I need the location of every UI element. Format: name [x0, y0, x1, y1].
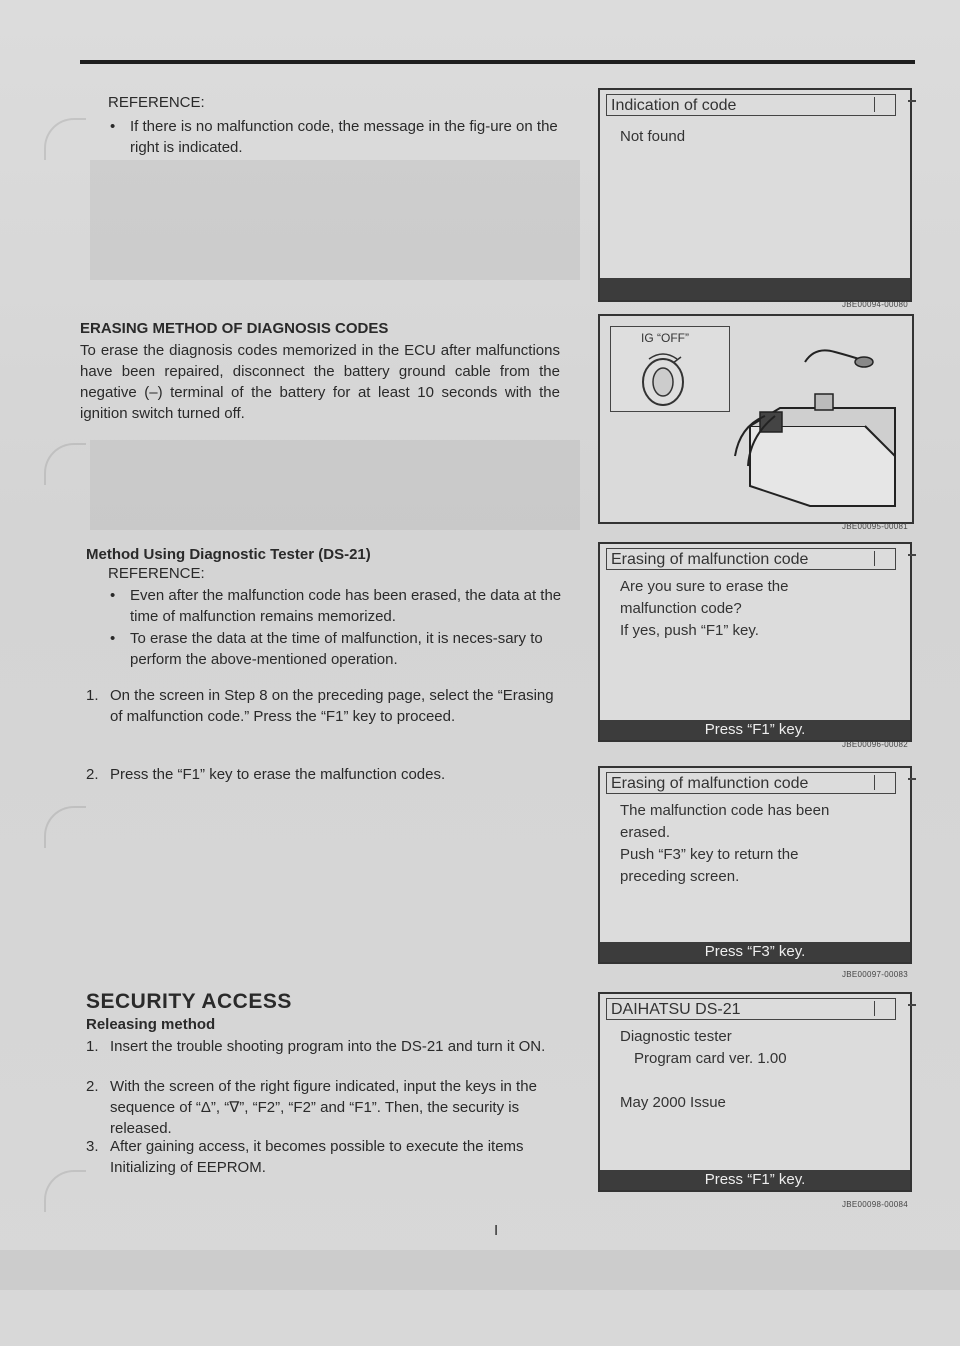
step-number: 1. [86, 687, 99, 704]
screen-title [606, 772, 896, 794]
step-number: 3. [86, 1138, 99, 1155]
screen-title-text: Erasing of malfunction code [611, 551, 809, 568]
screen-status-bar: Press “F3” key. [600, 942, 910, 962]
screen-line: If yes, push “F1” key. [620, 622, 759, 639]
step-text: Insert the trouble shooting program into the DS-21 and turn it ON. [110, 1038, 546, 1055]
screen-title-text: Indication of code [611, 97, 737, 114]
security-heading: SECURITY ACCESS [86, 990, 292, 1013]
screen-title [606, 94, 896, 116]
screen-title-text: DAIHATSU DS-21 [611, 1001, 741, 1018]
screen-title-text: Erasing of malfunction code [611, 775, 809, 792]
screen-status-bar: Press “F1” key. [600, 1170, 910, 1190]
title-box-icon [874, 1001, 887, 1016]
binder-hole-mark [44, 118, 86, 160]
screen-status-bar: Press “F1” key. [600, 720, 910, 740]
screen-body [620, 576, 788, 642]
ig-off-label: IG “OFF” [641, 331, 689, 345]
reference-bullet: • To erase the data at the time of malfunction, it is neces-sary to perform the above-mentioned operation. [108, 628, 588, 670]
figure-code: JBE00096-00082 [841, 740, 908, 749]
battery-illustration [598, 314, 914, 524]
screen-line: erased. [620, 824, 671, 841]
title-box-icon [874, 97, 887, 112]
security-step-2 [86, 1076, 572, 1140]
step-2 [86, 764, 566, 788]
reference-label: REFERENCE: [108, 565, 205, 582]
step-text: With the screen of the right figure indicated, input the keys in the sequence of “Δ”, “∇”, “F2”, “F2” and “F1”. Then, the security is released. [110, 1078, 537, 1137]
step-1 [86, 685, 566, 755]
screen-title [606, 998, 896, 1020]
step-number: 2. [86, 766, 99, 783]
releasing-heading: Releasing method [86, 1016, 216, 1033]
title-tick [908, 1004, 916, 1006]
binder-hole-mark [44, 806, 86, 848]
erasing-paragraph: To erase the diagnosis codes memorized in the ECU after malfunctions have been repaired, disconnect the battery ground cable from the negative (–) terminal of the battery for at least 10 seconds with the ignition switch turned off. [80, 342, 560, 422]
figure-code: JBE00095-00081 [841, 522, 908, 531]
show-through-shadow [90, 160, 580, 280]
binder-hole-mark [44, 443, 86, 485]
show-through-shadow [90, 440, 580, 530]
screen-spacer [620, 1070, 787, 1092]
security-step-1 [86, 1036, 572, 1078]
header-rule [80, 60, 915, 64]
screen-line: Program card ver. 1.00 [634, 1050, 787, 1067]
screen-title [606, 548, 896, 570]
title-tick [908, 100, 916, 102]
security-step-3 [86, 1136, 572, 1178]
figure-code: JBE00097-00083 [841, 970, 908, 979]
reference-label: REFERENCE: [108, 94, 205, 111]
battery-icon [600, 316, 912, 522]
tester-screen-indication [598, 88, 912, 302]
screen-body [620, 1026, 787, 1114]
screen-body [620, 800, 829, 888]
figure-code: JBE00098-00084 [841, 1200, 908, 1209]
step-text: After gaining access, it becomes possible to execute the items Initializing of EEPROM. [110, 1138, 524, 1176]
step-text: On the screen in Step 8 on the preceding page, select the “Erasing of malfunction code.” Press the “F1” key to proceed. [110, 687, 554, 725]
screen-line: malfunction code? [620, 600, 742, 617]
tester-screen-erased [598, 766, 912, 964]
step-number: 1. [86, 1038, 99, 1055]
step-number: 2. [86, 1078, 99, 1095]
reference-bullet: • If there is no malfunction code, the message in the fig-ure on the right is indicated. [108, 116, 588, 158]
step-text: Press the “F1” key to erase the malfunction codes. [110, 766, 446, 783]
binder-hole-mark [44, 1170, 86, 1212]
tester-screen-erase-confirm [598, 542, 912, 742]
screen-body-text: Not found [620, 128, 686, 145]
title-tick [908, 554, 916, 556]
screen-status-bar [600, 278, 910, 300]
screen-line: The malfunction code has been [620, 802, 830, 819]
screen-line: Diagnostic tester [620, 1028, 732, 1045]
erasing-heading: ERASING METHOD OF DIAGNOSIS CODES [80, 320, 389, 337]
show-through-shadow [0, 1250, 960, 1290]
title-tick [908, 778, 916, 780]
screen-line: Push “F3” key to return the [620, 846, 799, 863]
screen-line: Are you sure to erase the [620, 578, 789, 595]
screen-line: preceding screen. [620, 868, 740, 885]
tester-screen-ds21 [598, 992, 912, 1192]
page-mark: I [494, 1222, 499, 1239]
screen-line: May 2000 Issue [620, 1094, 726, 1111]
figure-code: JBE00094-00080 [841, 300, 908, 309]
title-box-icon [874, 775, 887, 790]
title-box-icon [874, 551, 887, 566]
method-heading: Method Using Diagnostic Tester (DS-21) [86, 546, 371, 563]
reference-bullet: • Even after the malfunction code has been erased, the data at the time of malfunction remains memorized. [108, 585, 588, 627]
